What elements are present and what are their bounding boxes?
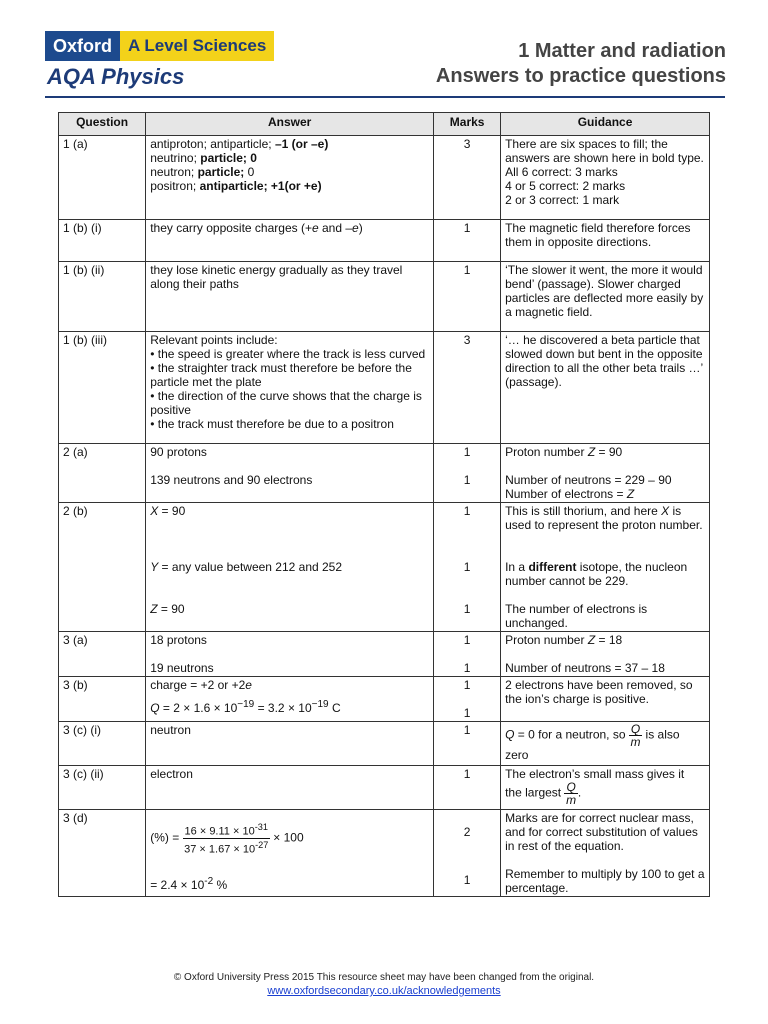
page-title: 1 Matter and radiation bbox=[518, 40, 726, 62]
answer-italic: Z bbox=[150, 602, 158, 616]
bullet-point: • the track must therefore be due to a positron bbox=[150, 417, 394, 431]
marks-cell bbox=[434, 677, 501, 722]
guidance-cell bbox=[501, 632, 710, 677]
guidance-text: is used to represent the proton number. bbox=[505, 504, 703, 532]
answer-italic: e bbox=[245, 678, 252, 692]
header-answer: Answer bbox=[146, 113, 434, 136]
answer-italic: e bbox=[352, 221, 359, 235]
guidance-text: 2 or 3 correct: 1 mark bbox=[505, 193, 620, 207]
mass-fraction: $\frac{16 \times 9.11 \times 10^{-31}}{37 \times 1.67 \times 10^{-27}}$ bbox=[184, 822, 269, 856]
guidance-text: Number of neutrons = 37 – 18 bbox=[505, 661, 665, 675]
question-cell: 2 (a) bbox=[59, 444, 146, 503]
answer-bold: antiparticle; +1(or +e) bbox=[199, 179, 322, 193]
guidance-text: = 90 bbox=[595, 445, 623, 459]
question-cell: 2 (b) bbox=[59, 503, 146, 632]
answer-cell: neutron bbox=[146, 722, 434, 766]
subject-label: AQA Physics bbox=[47, 64, 185, 89]
answer-italic: e bbox=[311, 221, 319, 235]
mark-value: 1 bbox=[463, 473, 471, 487]
answer-bold: particle; 0 bbox=[200, 151, 257, 165]
marks-cell: 1 bbox=[434, 220, 501, 262]
mark-value: 1 bbox=[463, 706, 471, 720]
answer-text: 139 neutrons and 90 electrons bbox=[150, 473, 313, 487]
answer-text: antiproton; antiparticle; bbox=[150, 137, 275, 151]
marks-cell bbox=[434, 810, 501, 897]
guidance-cell bbox=[501, 503, 710, 632]
answer-cell bbox=[146, 810, 434, 897]
table-row bbox=[59, 677, 710, 722]
table-row bbox=[59, 332, 710, 444]
answer-italic: X bbox=[150, 504, 159, 518]
answer-text: 90 protons bbox=[150, 445, 207, 459]
exponent: −19 bbox=[237, 699, 255, 710]
guidance-text: In a bbox=[505, 560, 529, 574]
percentage-equation: (%) = $\frac{16 \times 9.11 \times 10^{-31}}{37 \times 1.67 \times 10^{-27}}$ × 100 bbox=[150, 822, 304, 856]
answer-text: positron; bbox=[150, 179, 200, 193]
guidance-text: Number of neutrons = 229 – 90 bbox=[505, 473, 672, 487]
mark-value: 1 bbox=[463, 661, 471, 675]
guidance-text: . bbox=[577, 785, 582, 800]
page-subtitle: Answers to practice questions bbox=[435, 65, 726, 87]
answer-bold: particle; bbox=[197, 165, 245, 179]
guidance-text: the largest bbox=[505, 785, 565, 800]
guidance-text: All 6 correct: 3 marks bbox=[505, 165, 618, 179]
guidance-cell bbox=[501, 136, 710, 220]
header-guidance: Guidance bbox=[501, 113, 710, 136]
answer-text: = 2 × 1.6 × 10 bbox=[159, 701, 238, 715]
guidance-italic: Q bbox=[505, 727, 515, 742]
marks-cell bbox=[434, 444, 501, 503]
mark-value: 1 bbox=[463, 633, 471, 647]
bullet-point: • the direction of the curve shows that the charge is positive bbox=[150, 389, 422, 417]
answer-text: = 3.2 × 10 bbox=[254, 701, 312, 715]
answer-cell bbox=[146, 632, 434, 677]
question-cell: 3 (a) bbox=[59, 632, 146, 677]
answer-cell bbox=[146, 136, 434, 220]
table-row bbox=[59, 766, 710, 810]
answer-text: charge = +2 or +2 bbox=[150, 678, 246, 692]
mark-value: 1 bbox=[463, 602, 471, 616]
marks-cell bbox=[434, 503, 501, 632]
answer-text: ) bbox=[358, 221, 363, 235]
answer-italic: Q bbox=[150, 701, 160, 715]
series-label: A Level Sciences bbox=[120, 31, 274, 61]
answer-text: = any value between 212 and 252 bbox=[158, 560, 343, 574]
guidance-text: isotope, the nucleon number cannot be 229. bbox=[505, 560, 688, 588]
percentage-result: = $2.4 \times 10^{-2}$ % bbox=[150, 876, 228, 893]
header-marks: Marks bbox=[434, 113, 501, 136]
marks-cell: 3 bbox=[434, 136, 501, 220]
acknowledgements-link[interactable]: www.oxfordsecondary.co.uk/acknowledgements bbox=[267, 985, 501, 997]
answer-text: 0 bbox=[244, 165, 255, 179]
header-question: Question bbox=[59, 113, 146, 136]
guidance-text: 4 or 5 correct: 2 marks bbox=[505, 179, 626, 193]
guidance-text: There are six spaces to fill; the answers are shown here in bold type. bbox=[505, 137, 704, 165]
question-cell: 3 (b) bbox=[59, 677, 146, 722]
answer-text: 18 protons bbox=[150, 633, 207, 647]
guidance-text: Proton number bbox=[505, 633, 588, 647]
marks-cell: 1 bbox=[434, 262, 501, 332]
answer-text: and – bbox=[318, 221, 353, 235]
guidance-cell: 2 electrons have been removed, so the ion’s charge is positive. bbox=[501, 677, 710, 722]
guidance-italic: X bbox=[661, 504, 670, 518]
guidance-text: zero bbox=[505, 748, 529, 762]
mark-value: 1 bbox=[463, 873, 471, 887]
guidance-text: Proton number bbox=[505, 445, 588, 459]
answer-cell bbox=[146, 220, 434, 262]
answer-cell bbox=[146, 444, 434, 503]
table-row bbox=[59, 220, 710, 262]
guidance-cell bbox=[501, 810, 710, 897]
answer-text: = 90 bbox=[158, 504, 186, 518]
answer-text: neutrino; bbox=[150, 151, 201, 165]
mark-value: 1 bbox=[463, 445, 471, 459]
answer-text: neutron; bbox=[150, 165, 198, 179]
footer-link-wrap bbox=[0, 985, 768, 997]
guidance-cell bbox=[501, 766, 710, 810]
guidance-italic: Z bbox=[587, 633, 596, 647]
bullet-point: • the speed is greater where the track is less curved bbox=[150, 347, 426, 361]
guidance-text: = 18 bbox=[595, 633, 623, 647]
marks-cell: 3 bbox=[434, 332, 501, 444]
guidance-text: Marks are for correct nuclear mass, and for correct substitution of values in rest of the equation. bbox=[505, 811, 698, 853]
guidance-text: This is still thorium, and here bbox=[505, 504, 662, 518]
answer-cell bbox=[146, 503, 434, 632]
guidance-text: The number of electrons is unchanged. bbox=[505, 602, 648, 630]
oxford-label: Oxford bbox=[45, 31, 120, 61]
guidance-italic: Z bbox=[626, 487, 635, 501]
answer-text: 19 neutrons bbox=[150, 661, 214, 675]
question-cell: 1 (b) (i) bbox=[59, 220, 146, 262]
table-row bbox=[59, 503, 710, 632]
brand-logo bbox=[45, 31, 274, 61]
marks-cell: 1 bbox=[434, 766, 501, 810]
marks-cell bbox=[434, 632, 501, 677]
guidance-bold: different bbox=[528, 560, 577, 574]
guidance-text: The electron’s small mass gives it bbox=[505, 767, 685, 781]
copyright-notice: © Oxford University Press 2015 This resource sheet may have been changed from the original. bbox=[173, 972, 595, 983]
guidance-text: Number of electrons = bbox=[505, 487, 627, 501]
mark-value: 1 bbox=[463, 560, 471, 574]
guidance-italic: Z bbox=[587, 445, 596, 459]
mark-value: 2 bbox=[463, 825, 471, 839]
exponent: −19 bbox=[311, 699, 329, 710]
q-over-m-fraction: $\frac{Q}{m}$ bbox=[566, 780, 577, 807]
guidance-cell: ‘… he discovered a beta particle that slowed down but bent in the opposite direction to all the other beta trails …’ (passage). bbox=[501, 332, 710, 444]
table-row bbox=[59, 632, 710, 677]
guidance-text: Remember to multiply by 100 to get a percentage. bbox=[505, 867, 705, 895]
guidance-cell: ‘The slower it went, the more it would bend’ (passage). Slower charged particles are deflected more easily by a magnetic field. bbox=[501, 262, 710, 332]
mark-value: 1 bbox=[463, 504, 471, 518]
guidance-cell: The magnetic field therefore forces them in opposite directions. bbox=[501, 220, 710, 262]
table-row bbox=[59, 262, 710, 332]
answer-cell bbox=[146, 677, 434, 722]
answer-cell: they lose kinetic energy gradually as they travel along their paths bbox=[146, 262, 434, 332]
bullet-point: • the straighter track must therefore be before the particle met the plate bbox=[150, 361, 412, 389]
guidance-cell bbox=[501, 722, 710, 766]
answer-text: they carry opposite charges (+ bbox=[150, 221, 312, 235]
answer-text: C bbox=[328, 701, 341, 715]
question-cell: 3 (c) (ii) bbox=[59, 766, 146, 810]
mark-value: 1 bbox=[463, 678, 471, 692]
table-row bbox=[59, 722, 710, 766]
guidance-text: = 0 for a neutron, so bbox=[514, 727, 629, 742]
answers-table bbox=[58, 112, 710, 897]
answer-text: Relevant points include: bbox=[150, 333, 278, 347]
answer-text: = 90 bbox=[157, 602, 185, 616]
table-header-row bbox=[59, 113, 710, 136]
answer-cell bbox=[146, 332, 434, 444]
header-divider bbox=[45, 96, 725, 98]
table-row bbox=[59, 444, 710, 503]
guidance-text: is also bbox=[642, 727, 680, 742]
question-cell: 3 (c) (i) bbox=[59, 722, 146, 766]
q-over-m-fraction: $\frac{Q}{m}$ bbox=[630, 722, 641, 749]
answer-bold: –1 (or –e) bbox=[274, 137, 329, 151]
table-row bbox=[59, 136, 710, 220]
guidance-cell bbox=[501, 444, 710, 503]
answer-italic: Y bbox=[150, 560, 159, 574]
question-cell: 3 (d) bbox=[59, 810, 146, 897]
question-cell: 1 (a) bbox=[59, 136, 146, 220]
marks-cell: 1 bbox=[434, 722, 501, 766]
question-cell: 1 (b) (iii) bbox=[59, 332, 146, 444]
answer-cell: electron bbox=[146, 766, 434, 810]
question-cell: 1 (b) (ii) bbox=[59, 262, 146, 332]
table-row bbox=[59, 810, 710, 897]
